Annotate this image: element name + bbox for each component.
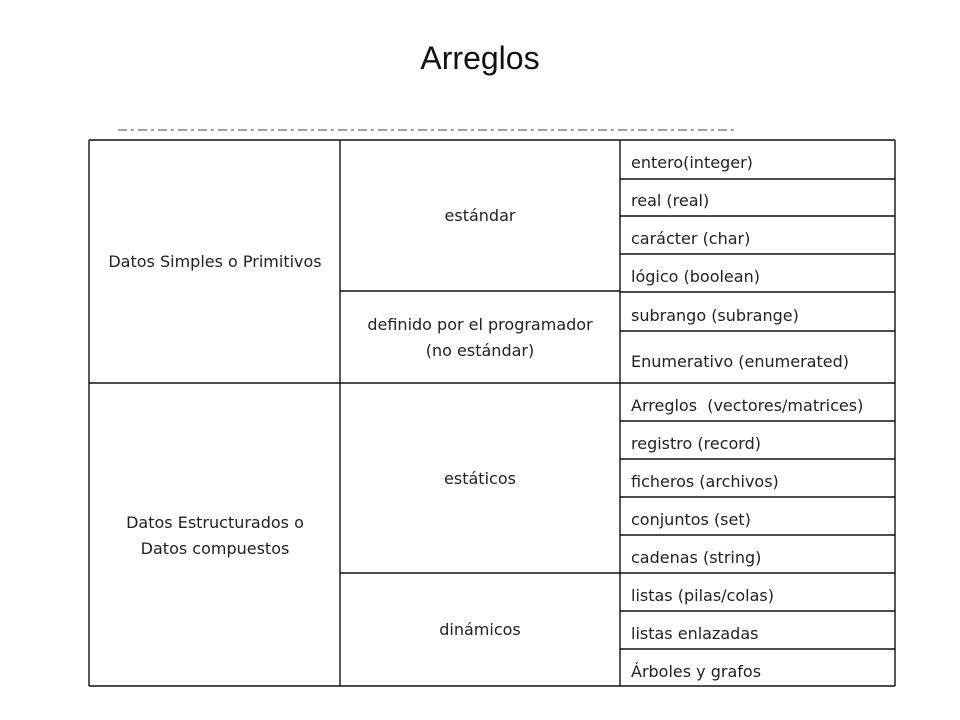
type-label-entero: entero(integer) — [631, 153, 753, 172]
subgroup-label-user-defined-line-1: definido por el programador — [367, 315, 593, 334]
type-label-arboles: Árboles y grafos — [631, 662, 762, 681]
type-label-cadenas: cadenas (string) — [631, 548, 762, 567]
group-label-structured-line-2: Datos compuestos — [140, 539, 290, 558]
slide-title: Arreglos — [420, 40, 540, 76]
type-label-listas: listas (pilas/colas) — [631, 586, 774, 605]
group-label-structured-line-1: Datos Estructurados o — [126, 513, 304, 532]
type-label-real: real (real) — [631, 191, 710, 210]
type-label-listas-enlazadas: listas enlazadas — [631, 624, 759, 643]
subgroup-label-static: estáticos — [444, 469, 516, 488]
type-label-subrango: subrango (subrange) — [631, 306, 799, 325]
type-label-arreglos: Arreglos (vectores/matrices) — [631, 396, 864, 415]
type-label-registro: registro (record) — [631, 434, 761, 453]
subgroup-label-standard: estándar — [444, 206, 516, 225]
type-label-conjuntos: conjuntos (set) — [631, 510, 751, 529]
subgroup-label-user-defined-line-2: (no estándar) — [425, 341, 535, 360]
group-label-simple: Datos Simples o Primitivos — [108, 252, 322, 271]
type-label-caracter: carácter (char) — [631, 229, 751, 248]
type-label-logico: lógico (boolean) — [631, 267, 760, 286]
subgroup-label-dynamic: dinámicos — [439, 620, 521, 639]
type-label-enumerativo: Enumerativo (enumerated) — [631, 352, 849, 371]
type-label-ficheros: ficheros (archivos) — [631, 472, 779, 491]
